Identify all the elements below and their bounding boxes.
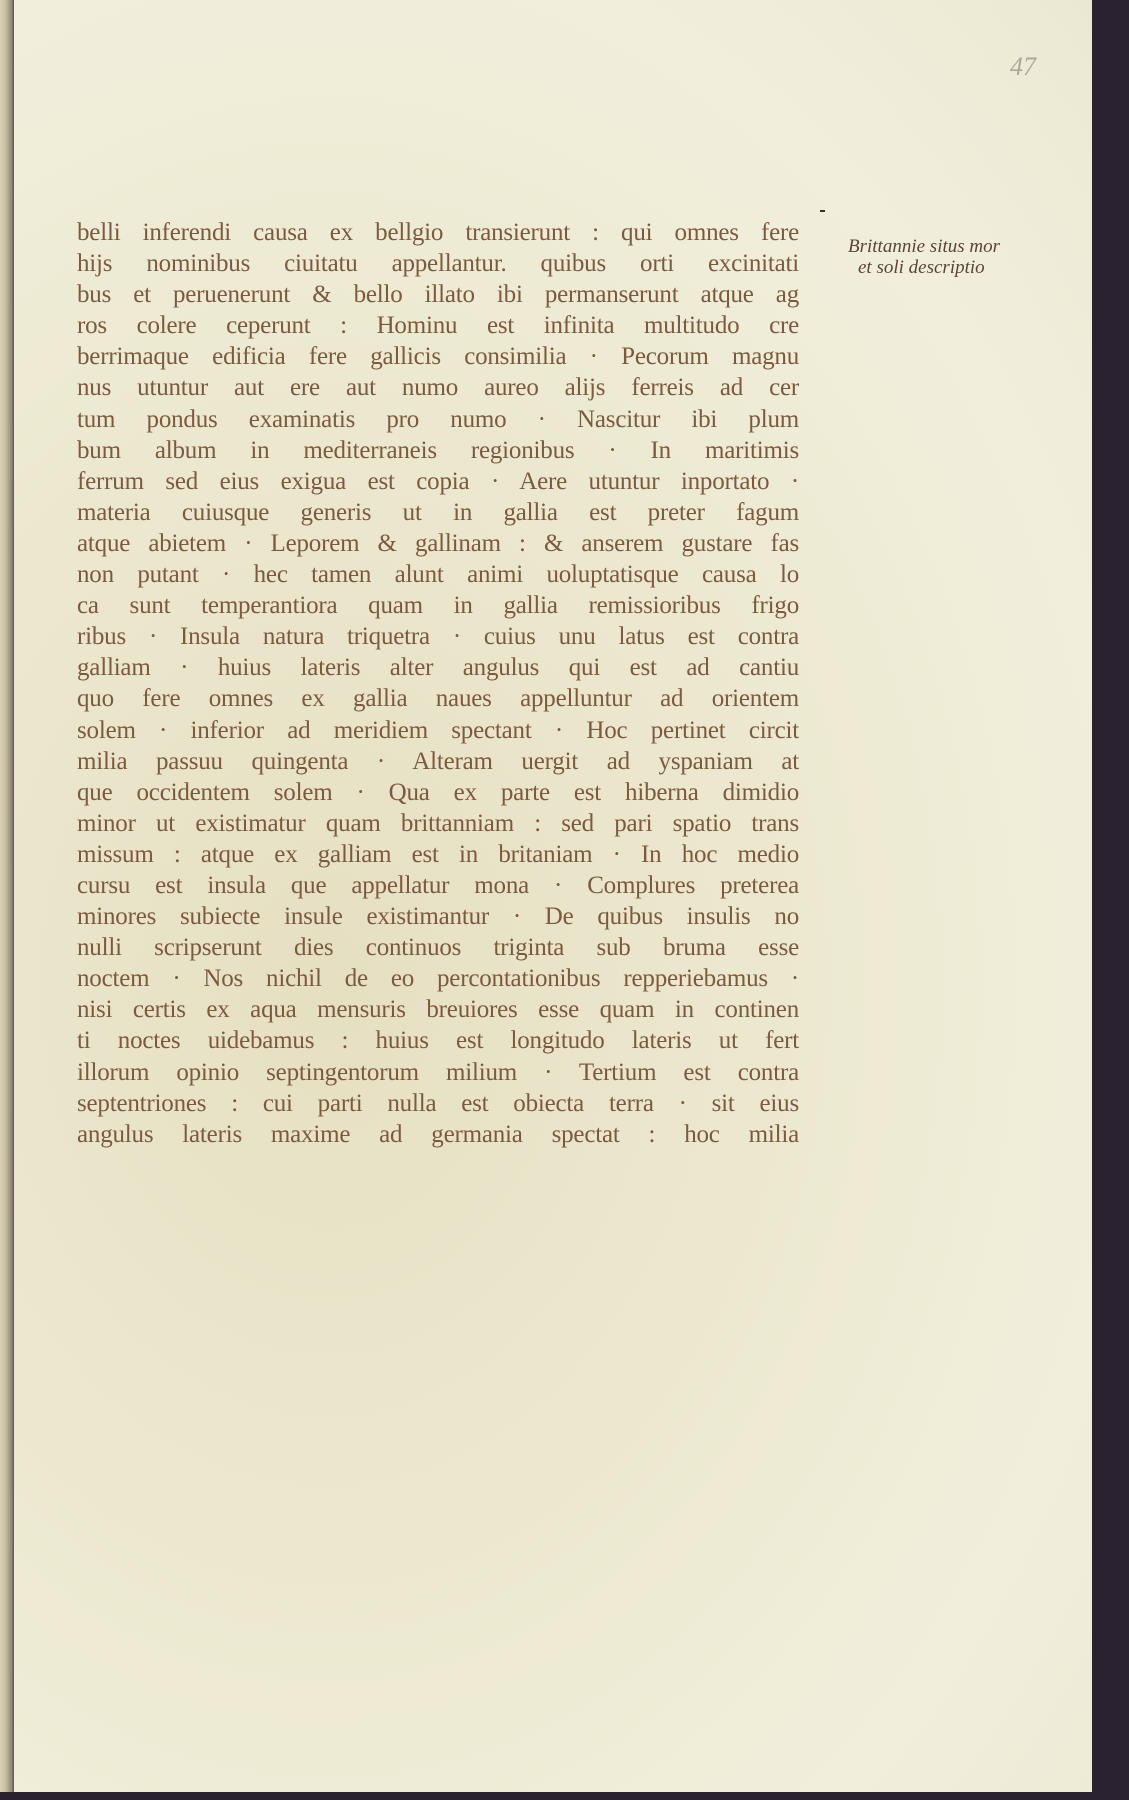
- text-line: angulus lateris maxime ad germania spectat : hoc milia: [77, 1120, 799, 1148]
- text-line: noctem · Nos nichil de eo percontationibus repperiebamus ·: [77, 965, 799, 993]
- text-line: bus et peruenerunt & bello illato ibi permanserunt atque ag: [77, 281, 799, 309]
- text-block: [77, 217, 799, 1150]
- text-line: ca sunt temperantiora quam in gallia remissioribus frigo: [77, 592, 799, 620]
- text-line: nulli scripserunt dies continuos triginta sub bruma esse: [77, 934, 799, 962]
- text-line: ti noctes uidebamus : huius est longitudo lateris ut fert: [77, 1027, 799, 1055]
- text-line: milia passuu quingenta · Alteram uergit ad yspaniam at: [77, 747, 799, 775]
- text-line: berrimaque edificia fere gallicis consimilia · Pecorum magnu: [77, 343, 799, 371]
- previous-page-edge: [0, 0, 14, 1792]
- text-line: illorum opinio septingentorum milium · Tertium est contra: [77, 1058, 799, 1086]
- text-line: bum album in mediterraneis regionibus · In maritimis: [77, 436, 799, 464]
- text-line: nisi certis ex aqua mensuris breuiores esse quam in continen: [77, 996, 799, 1024]
- text-line: cursu est insula que appellatur mona · Complures preterea: [77, 871, 799, 899]
- page-bottom-edge: [0, 1792, 1129, 1800]
- text-line: septentriones : cui parti nulla est obiecta terra · sit eius: [77, 1089, 799, 1117]
- text-line: solem · inferior ad meridiem spectant · Hoc pertinet circit: [77, 716, 799, 744]
- text-line: galliam · huius lateris alter angulus qui est ad cantiu: [77, 654, 799, 682]
- text-line: que occidentem solem · Qua ex parte est hiberna dimidio: [77, 778, 799, 806]
- text-line: tum pondus examinatis pro numo · Nascitur ibi plum: [77, 405, 799, 433]
- text-line: missum : atque ex galliam est in britaniam · In hoc medio: [77, 840, 799, 868]
- text-line: minores subiecte insule existimantur · De quibus insulis no: [77, 903, 799, 931]
- marginal-note-line: et soli descriptio: [858, 257, 985, 278]
- text-line: non putant · hec tamen alunt animi uoluptatisque causa lo: [77, 561, 799, 589]
- text-line: hijs nominibus ciuitatu appellantur. quibus orti excinitati: [77, 250, 799, 278]
- folio-number: 47: [1010, 52, 1036, 81]
- marginal-note-line: Brittannie situs mor: [848, 236, 1001, 257]
- marginal-note: [848, 236, 1000, 278]
- text-line: ribus · Insula natura triquetra · cuius unu latus est contra: [77, 623, 799, 651]
- text-line: nus utuntur aut ere aut numo aureo alijs ferreis ad cer: [77, 374, 799, 402]
- text-line: minor ut existimatur quam brittanniam : sed pari spatio trans: [77, 809, 799, 837]
- text-line: belli inferendi causa ex bellgio transierunt : qui omnes fere: [77, 219, 799, 246]
- text-line: quo fere omnes ex gallia naues appelluntur ad orientem: [77, 685, 799, 713]
- text-line: ferrum sed eius exigua est copia · Aere utuntur inportato ·: [77, 467, 799, 495]
- margin-mark: [820, 210, 825, 212]
- text-line: ros colere ceperunt : Hominu est infinita multitudo cre: [77, 312, 799, 340]
- text-line: materia cuiusque generis ut in gallia est preter fagum: [77, 498, 799, 526]
- text-line: atque abietem · Leporem & gallinam : & anserem gustare fas: [77, 529, 799, 557]
